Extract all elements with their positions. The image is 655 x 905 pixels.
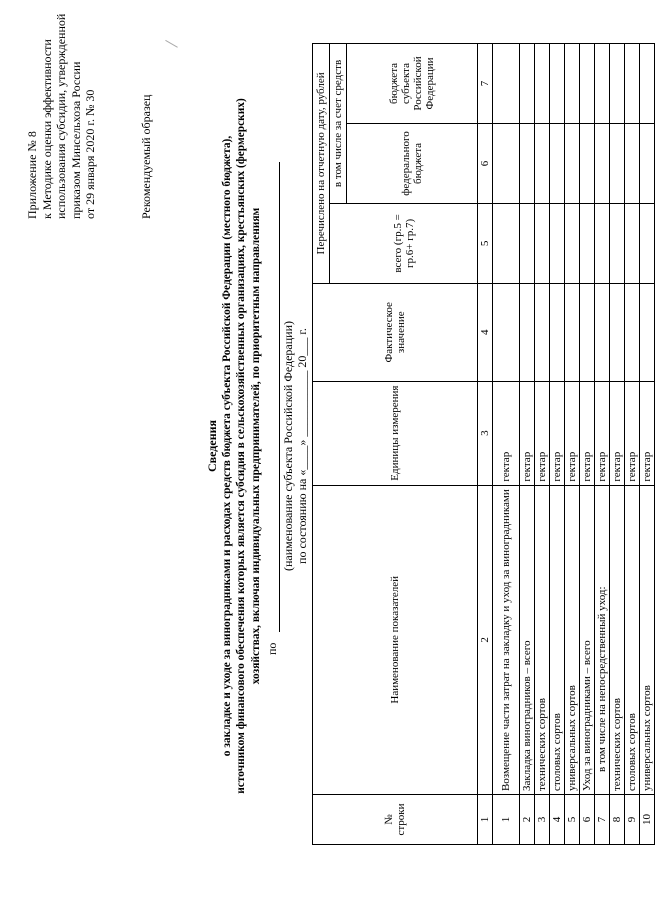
row-fact-cell[interactable] <box>595 283 610 381</box>
table-row <box>580 44 595 845</box>
row-fact-cell[interactable] <box>493 283 520 381</box>
header-total: всего (гр.5 = гр.6+ гр.7) <box>330 203 478 283</box>
row-name: Уход за виноградниками – всего <box>580 485 595 794</box>
row-total-cell[interactable] <box>580 203 595 283</box>
row-unit: гектар <box>640 381 655 485</box>
row-regional-cell[interactable] <box>580 44 595 124</box>
row-unit: гектар <box>520 381 535 485</box>
table-row <box>565 44 580 845</box>
header-regional: бюджета субъекта Российской Федерации <box>347 44 478 124</box>
row-number: 10 <box>640 795 655 845</box>
row-federal-cell[interactable] <box>580 123 595 203</box>
column-index: 1 <box>478 795 493 845</box>
row-regional-cell[interactable] <box>520 44 535 124</box>
title-line-3: хозяйствах, включая индивидуальных предпринимателей, по приоритетным направлениям <box>249 207 262 685</box>
approval-line: к Методике оценки эффективности <box>39 39 54 219</box>
date-line: по состоянию на «____» ___________ 20___ г. <box>295 328 309 564</box>
row-total-cell[interactable] <box>625 203 640 283</box>
row-federal-cell[interactable] <box>595 123 610 203</box>
row-regional-cell[interactable] <box>640 44 655 124</box>
row-number: 6 <box>580 795 595 845</box>
column-index: 4 <box>478 283 493 381</box>
row-federal-cell[interactable] <box>493 123 520 203</box>
row-federal-cell[interactable] <box>625 123 640 203</box>
approval-line: от 29 января 2020 г. № 30 <box>83 89 97 219</box>
header-unit: Единицы измерения <box>313 381 478 485</box>
row-number: 4 <box>550 795 565 845</box>
row-total-cell[interactable] <box>610 203 625 283</box>
approval-line: приказом Минсельхоза России <box>68 61 83 219</box>
row-regional-cell[interactable] <box>535 44 550 124</box>
header-transferred: Перечислено на отчетную дату, рублей <box>313 44 330 284</box>
row-fact-cell[interactable] <box>535 283 550 381</box>
row-total-cell[interactable] <box>493 203 520 283</box>
row-fact-cell[interactable] <box>565 283 580 381</box>
row-fact-cell[interactable] <box>610 283 625 381</box>
row-fact-cell[interactable] <box>550 283 565 381</box>
row-number: 5 <box>565 795 580 845</box>
row-total-cell[interactable] <box>640 203 655 283</box>
row-number: 1 <box>493 795 520 845</box>
column-index: 7 <box>478 44 493 124</box>
row-federal-cell[interactable] <box>565 123 580 203</box>
column-index: 2 <box>478 485 493 794</box>
subject-fill-line <box>279 162 280 632</box>
approval-block <box>25 9 98 219</box>
header-including: в том числе за счет средств <box>330 44 347 204</box>
row-regional-cell[interactable] <box>610 44 625 124</box>
row-fact-cell[interactable] <box>520 283 535 381</box>
row-regional-cell[interactable] <box>493 44 520 124</box>
table-row <box>550 44 565 845</box>
column-index: 6 <box>478 123 493 203</box>
approval-line: использования субсидии, утвержденной <box>54 13 68 219</box>
column-index: 5 <box>478 203 493 283</box>
row-total-cell[interactable] <box>535 203 550 283</box>
row-unit: гектар <box>550 381 565 485</box>
row-name: универсальных сортов <box>640 485 655 794</box>
row-fact-cell[interactable] <box>640 283 655 381</box>
row-total-cell[interactable] <box>550 203 565 283</box>
row-regional-cell[interactable] <box>595 44 610 124</box>
header-fact: Фактическое значение <box>313 283 478 381</box>
row-regional-cell[interactable] <box>550 44 565 124</box>
row-name: Возмещение части затрат на закладку и уход за виноградниками <box>493 485 520 794</box>
row-number: 9 <box>625 795 640 845</box>
row-unit: гектар <box>610 381 625 485</box>
approval-line: Приложение № 8 <box>25 131 39 219</box>
table-row <box>535 44 550 845</box>
row-federal-cell[interactable] <box>535 123 550 203</box>
row-unit: гектар <box>580 381 595 485</box>
row-regional-cell[interactable] <box>625 44 640 124</box>
row-federal-cell[interactable] <box>520 123 535 203</box>
row-name: универсальных сортов <box>565 485 580 794</box>
row-number: 3 <box>535 795 550 845</box>
po-label: по <box>265 642 279 655</box>
title-line-2: источником финансового обеспечения которых является субсидия в сельскохозяйственных организациях, крестьянских (фермерских) <box>235 98 247 794</box>
table-row <box>493 44 520 845</box>
column-index: 3 <box>478 381 493 485</box>
row-unit: гектар <box>535 381 550 485</box>
row-name: технических сортов <box>610 485 625 794</box>
table-row <box>595 44 610 845</box>
title-heading: Сведения <box>205 419 219 473</box>
header-federal: федерального бюджета <box>347 123 478 203</box>
recommended-sample-label: Рекомендуемый образец <box>139 94 153 219</box>
row-regional-cell[interactable] <box>565 44 580 124</box>
row-unit: гектар <box>595 381 610 485</box>
row-federal-cell[interactable] <box>550 123 565 203</box>
row-name: технических сортов <box>535 485 550 794</box>
table-row <box>640 44 655 845</box>
row-number: 2 <box>520 795 535 845</box>
document-title <box>205 15 263 877</box>
row-federal-cell[interactable] <box>610 123 625 203</box>
row-total-cell[interactable] <box>595 203 610 283</box>
row-name: столовых сортов <box>625 485 640 794</box>
row-unit: гектар <box>493 381 520 485</box>
row-name: в том числе на непосредственный уход: <box>595 485 610 794</box>
pen-mark <box>165 31 183 48</box>
table-row <box>610 44 625 845</box>
row-fact-cell[interactable] <box>625 283 640 381</box>
header-name: Наименование показателей <box>313 485 478 794</box>
row-federal-cell[interactable] <box>640 123 655 203</box>
row-unit: гектар <box>565 381 580 485</box>
table-row <box>625 44 640 845</box>
row-unit: гектар <box>625 381 640 485</box>
row-total-cell[interactable] <box>565 203 580 283</box>
table-row <box>520 44 535 845</box>
row-fact-cell[interactable] <box>580 283 595 381</box>
column-index-row <box>478 44 493 845</box>
row-number: 8 <box>610 795 625 845</box>
subject-caption: (наименование субъекта Российской Федерации) <box>281 320 295 572</box>
report-table <box>312 43 655 845</box>
row-number: 7 <box>595 795 610 845</box>
row-name: столовых сортов <box>550 485 565 794</box>
row-name: Закладка виноградников – всего <box>520 485 535 794</box>
rotated-document-sheet <box>15 13 653 877</box>
header-row-number: № строки <box>313 795 478 845</box>
title-line-1: о закладке и уходе за виноградниками и расходах средств бюджета субъекта Российской Федерации (местного бюджета), <box>220 135 233 757</box>
row-total-cell[interactable] <box>520 203 535 283</box>
